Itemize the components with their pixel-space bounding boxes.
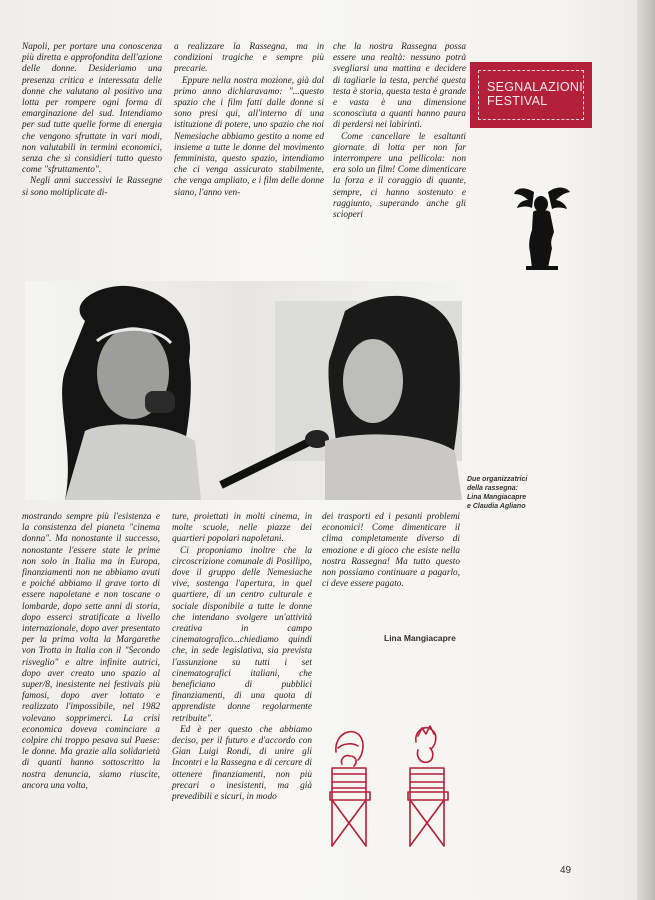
paragraph: Ed è per questo che abbiamo deciso, per il futuro e d'accordo con Gian Luigi Rondi, di unire gli Incontri e la Rassegna e di cercare di ottenere finanziamenti, non più precari o inesistenti, ma già prevedibili e sicuri, in modo [172, 724, 312, 803]
caption-line-1: Due organizzatrici [467, 476, 528, 483]
chairs-icon [322, 724, 460, 849]
paragraph: mostrando sempre più l'esistenza e la consistenza del pianeta "cinema donna". Ma nonostante il successo, nonostante l'essere state le prime non solo in Italia ma in Europa, finanziamenti non ne abbiamo avuti e poiché abbiamo il grave torto di essere napoletane e non toscane o lombarde, dopo sette anni di storia, dopo esserci stratificate a livello internazionale, dopo aver presentato per la prima volta la Margarethe von Trotta in Italia con il "Secondo risveglio" e altre infinite autrici, dopo aver creato uno spazio al super/8, inesistente nei festivals più famosi, dopo aver lottato e realizzato l'impossibile, nel 1982 volevano sopprimerci. La crisi economica doveva cominciare a colpire chi troppo pesava sul Paese: le donne. Ma grazie alla solidarietà di quanti hanno sottoscritto la nostra denuncia, siamo riuscite, ancora una volta, [22, 512, 160, 791]
author-signature: Lina Mangiacapre [384, 633, 456, 643]
paragraph: Napoli, per portare una conoscenza più diretta e approfondita dell'azione delle donne. Desideriamo una presenza critica e interessata delle donne che valutano al positivo una lotta per rompere ogni forma di emarginazione del sud. Intendiamo per sud tutte quelle forme di energia che vengono sfruttate in vari modi, non valutabili in termini economici, senza che si considieri tutto questo come "sfruttamento". [22, 42, 162, 176]
paragraph: Come cancellare le esaltanti giornate di lotta per non far interrompere una pellicola: non era solo un film! Come dimenticare la forza e il coraggio di quante, sempre, ci hanno sostenuto e raggiunto, superando anche gli scioperi [333, 131, 466, 221]
paragraph: Negli anni successivi le Rassegne si sono moltiplicate di- [22, 176, 162, 198]
caption-line-2: della rassegna: [467, 485, 518, 492]
caption-line-3: Lina Mangiacapre [467, 494, 527, 501]
section-badge-line-1: SEGNALAZIONI [487, 80, 583, 94]
paragraph: Ci proponiamo inoltre che la circoscrizione comunale di Posillipo, dove il gruppo delle Nemesiache vive, sostenga l'apertura, in quel quartiere, di un centro culturale e sociale disponibile a tutte le donne che intendano svolgere un'attività creativa in campo cinematografico...chiediamo quindi che, in sede legislativa, sia prevista l'assunzione su tutti i set cinematografici italiani, che beneficiano di pubblici finanziamenti, di una quota di apprendiste donne regolarmente retribuite". [172, 545, 312, 724]
article-column-1 [22, 42, 162, 199]
article-column-6 [322, 512, 460, 590]
paragraph: ture, proiettati in molti cinema, in molte scuole, nelle piazze dei quartieri popolari napoletani. [172, 512, 312, 545]
page-number: 49 [560, 865, 572, 876]
article-column-3 [333, 42, 466, 221]
photo-two-organizers [25, 281, 462, 500]
section-badge-line-2: FESTIVAL [487, 94, 548, 108]
article-column-5 [172, 512, 312, 803]
paragraph: a realizzare la Rassegna, ma in condizioni tragiche e sempre più precarie. [174, 42, 324, 75]
section-badge [470, 62, 592, 128]
photo-caption [467, 475, 587, 511]
caption-line-4: e Claudia Agliano [467, 503, 526, 510]
statue-icon [514, 182, 570, 270]
article-column-4 [22, 512, 160, 792]
paragraph: Eppure nella nostra mozione, già dal primo anno dichiaravamo: "...questo spazio che i film fatti dalle donne si sono presi qui, all'interno di una istituzione di potere, uno spazio che noi Nemesiache abbiamo gestito a nome ed insieme a tutte le donne del movimento femminista, questo spazio, intendiamo che ci venga assicurato stabilmente, che venga ampliato, e i film delle donne siano, l'anno ven- [174, 75, 324, 198]
paragraph: che la nostra Rassegna possa essere una realtà: nessuno potrà svegliarsi una mattina e decidere di tagliarle la testa, perché questa testa è storia, questa testa è grande e vasta è una dimensione sconosciuta a quanti hanno paura di perdersi nei labirinti. [333, 42, 466, 131]
page-edge [637, 0, 655, 900]
section-badge-label [478, 70, 584, 120]
article-column-2 [174, 42, 324, 199]
paragraph: dei trasporti ed i pesanti problemi economici! Come dimenticare il clima completamente diverso di emozione e di gioco che esiste nella nostra Rassegna! Ma tutto questo non possiamo continuare a pagarlo, ci deve essere pagato. [322, 512, 460, 590]
